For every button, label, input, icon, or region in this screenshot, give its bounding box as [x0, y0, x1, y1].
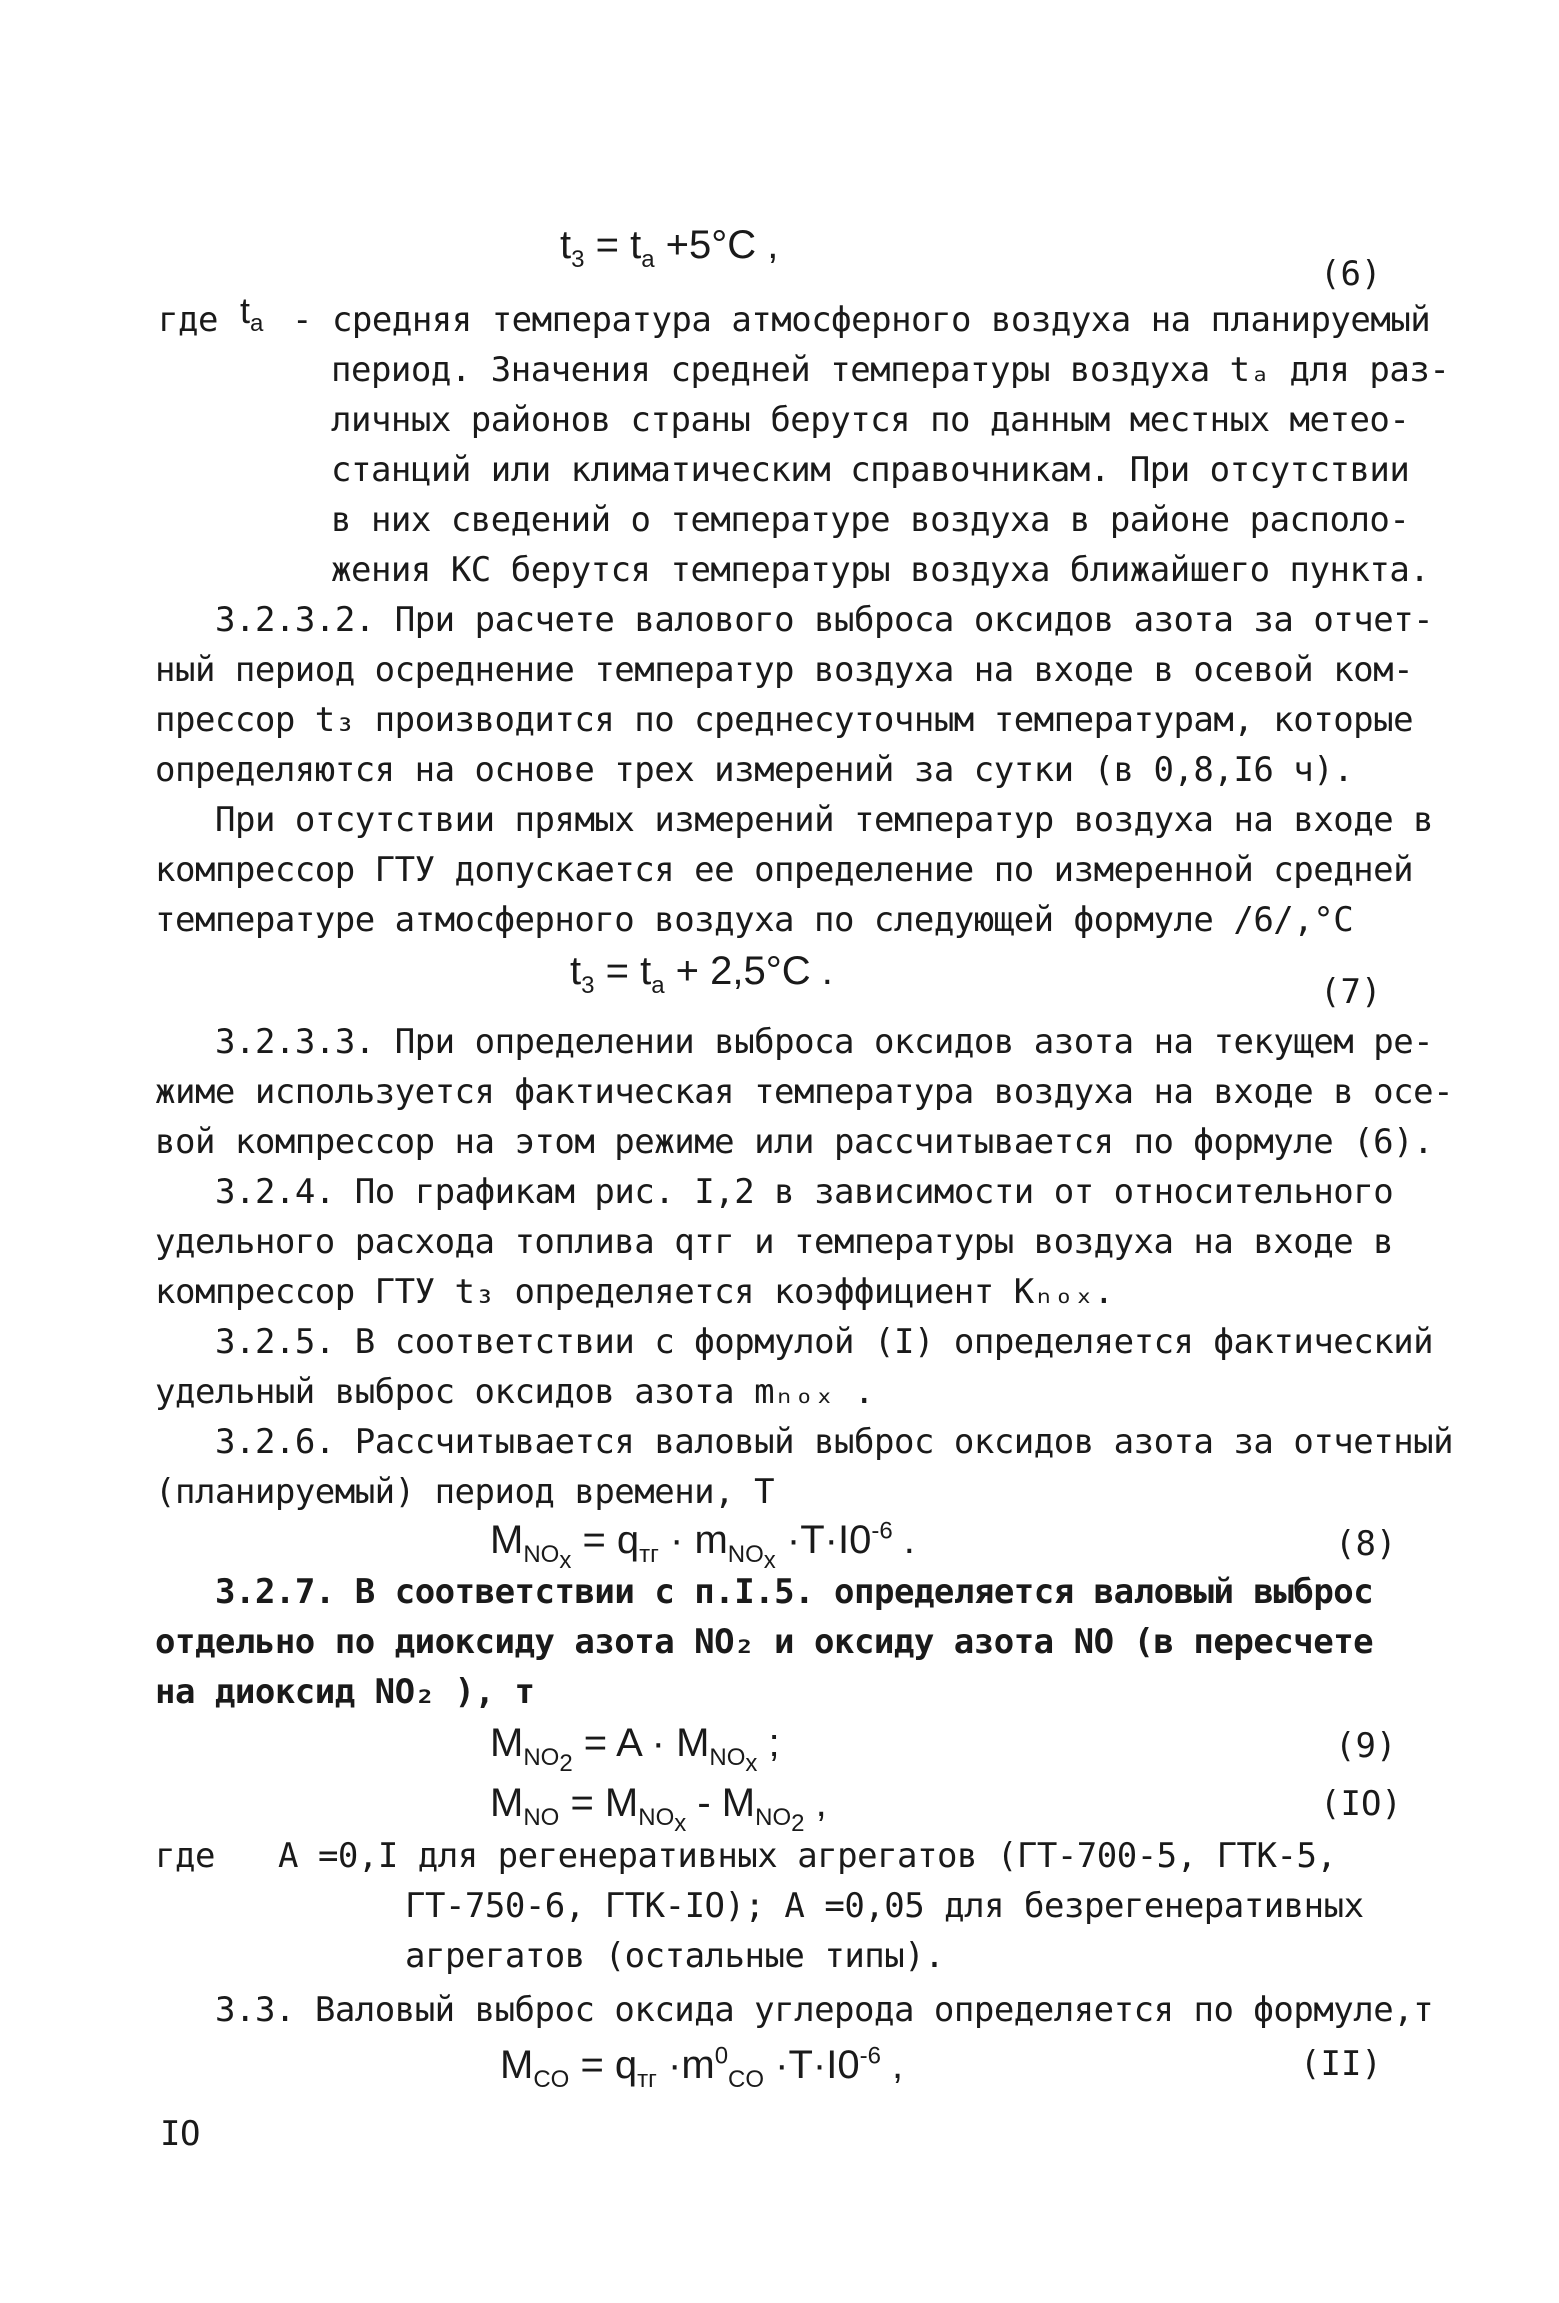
para-325-line-1: удельный выброс оксидов азота mₙₒₓ .	[155, 1372, 874, 1412]
where-line-5: жения КС берутся температуры воздуха ближайшего пункта.	[331, 550, 1430, 590]
equation-number-8: (8)	[1335, 1524, 1397, 1564]
para-3232-line-1: ный период осреднение температур воздуха на входе в осевой ком-	[155, 650, 1414, 690]
equation-number-7: (7)	[1320, 972, 1382, 1012]
para-326-line-1: (планируемый) период времени, Т	[155, 1472, 775, 1512]
formula-7: $t_3 = t_a + 2,5^\circ C$ .	[570, 949, 833, 999]
para-3232-line-2: прессор t₃ производится по среднесуточным температурам, которые	[155, 700, 1414, 740]
formula-10: $M_{NO} = M_{NO_x} - M_{NO_2}$ ,	[490, 1781, 827, 1837]
where-label: где	[158, 300, 218, 340]
para-327-line-2: на диоксид NO₂ ), т	[155, 1672, 535, 1712]
where-line-4: в них сведений о температуре воздуха в районе располо-	[331, 500, 1410, 540]
formula-9: $M_{NO_2} = A \cdot M_{NO_x}$ ;	[490, 1721, 780, 1777]
para-325-line-0: 3.2.5. В соответствии с формулой (I) определяется фактический	[215, 1322, 1434, 1362]
para-324-line-1: удельного расхода топлива qтг и температуры воздуха на входе в	[155, 1222, 1394, 1262]
where-line-2: личных районов страны берутся по данным местных метео-	[331, 400, 1410, 440]
formula-8: $M_{NO_x} = q_{тг} \cdot m_{NO_x} \cdot T\cdot I0^{-6}$ .	[490, 1517, 915, 1574]
para-3232-line-0: 3.2.3.2. При расчете валового выброса оксидов азота за отчет-	[215, 600, 1434, 640]
para-327-line-1: отдельно по диоксиду азота NO₂ и оксиду азота NO (в пересчете	[155, 1622, 1374, 1662]
para-33-line-0: 3.3. Валовый выброс оксида углерода определяется по формуле,т	[215, 1990, 1434, 2030]
formula-6: $t_3 = t_a +5^\circ C$ ,	[560, 223, 779, 273]
para-326-line-0: 3.2.6. Рассчитывается валовый выброс оксидов азота за отчетный	[215, 1422, 1454, 1462]
para-absence-line-2: температуре атмосферного воздуха по следующей формуле /6/,°С	[155, 900, 1354, 940]
para-3233-line-1: жиме используется фактическая температура воздуха на входе в осе-	[155, 1072, 1454, 1112]
where-a-line-1: ГТ-750-6, ГТК-IO); A =0,05 для безрегенеративных	[405, 1886, 1364, 1926]
where-line-3: станций или климатическим справочникам. При отсутствии	[331, 450, 1410, 490]
where-a-line-0: A =0,I для регенеративных агрегатов (ГТ-700-5, ГТК-5,	[278, 1836, 1337, 1876]
para-324-line-0: 3.2.4. По графикам рис. I,2 в зависимости от относительного	[215, 1172, 1394, 1212]
para-absence-line-0: При отсутствии прямых измерений температур воздуха на входе в	[215, 800, 1434, 840]
equation-number-11: (II)	[1300, 2044, 1382, 2084]
equation-number-6: (6)	[1320, 254, 1382, 294]
para-324-line-2: компрессор ГТУ t₃ определяется коэффициент Kₙₒₓ.	[155, 1272, 1114, 1312]
page-number: IO	[160, 2114, 200, 2154]
para-327-line-0: 3.2.7. В соответствии с п.I.5. определяется валовый выброс	[215, 1572, 1374, 1612]
equation-number-10: (IO)	[1320, 1784, 1402, 1824]
formula-11: $M_{CO} = q_{тг} \cdot m^0_{CO} \cdot T\cdot I0^{-6}$ ,	[500, 2042, 904, 2093]
where-a-label: где	[155, 1836, 215, 1876]
where-line-0: - средняя температура атмосферного воздуха на планируемый	[292, 300, 1431, 340]
para-3232-line-3: определяются на основе трех измерений за сутки (в 0,8,I6 ч).	[155, 750, 1354, 790]
where-line-1: период. Значения средней температуры воздуха tₐ для раз-	[331, 350, 1450, 390]
ta-symbol: $t_a$	[240, 290, 264, 338]
where-a-line-2: агрегатов (остальные типы).	[405, 1936, 945, 1976]
equation-number-9: (9)	[1335, 1726, 1397, 1766]
para-3233-line-2: вой компрессор на этом режиме или рассчитывается по формуле (6).	[155, 1122, 1434, 1162]
para-3233-line-0: 3.2.3.3. При определении выброса оксидов азота на текущем ре-	[215, 1022, 1434, 1062]
para-absence-line-1: компрессор ГТУ допускается ее определение по измеренной средней	[155, 850, 1414, 890]
